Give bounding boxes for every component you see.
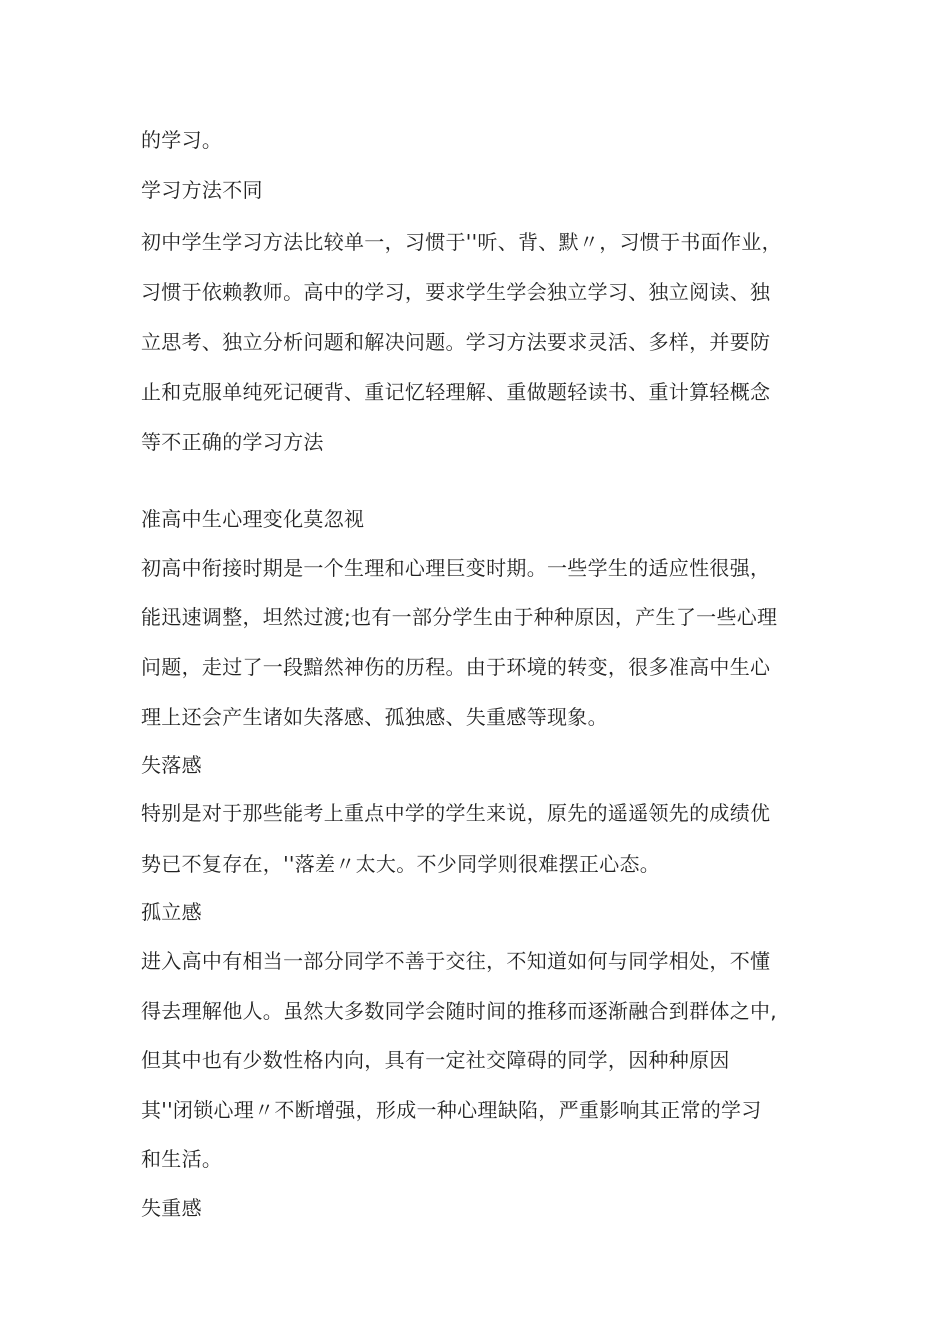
section-heading: 准高中生心理变化莫忽视	[141, 507, 365, 531]
text-line: 问题，走过了一段黯然神伤的历程。由于环境的转变，很多准高中生心	[141, 655, 771, 679]
section-heading: 失重感	[141, 1196, 202, 1220]
text-line: 的学习。	[141, 128, 223, 152]
text-line: 特别是对于那些能考上重点中学的学生来说，原先的遥遥领先的成绩优	[141, 801, 771, 825]
text-line: 初中学生学习方法比较单一，习惯于''听、背、默〃，习惯于书面作业，	[141, 230, 782, 254]
text-line: 进入高中有相当一部分同学不善于交往，不知道如何与同学相处，不懂	[141, 949, 771, 973]
section-heading: 学习方法不同	[141, 178, 263, 202]
text-line: 理上还会产生诸如失落感、孤独感、失重感等现象。	[141, 705, 608, 729]
text-line: 止和克服单纯死记硬背、重记忆轻理解、重做题轻读书、重计算轻概念	[141, 380, 771, 404]
text-line: 等不正确的学习方法	[141, 430, 324, 454]
section-heading: 孤立感	[141, 900, 202, 924]
text-line: 但其中也有少数性格内向，具有一定社交障碍的同学，因种种原因	[141, 1048, 730, 1072]
text-line: 和生活。	[141, 1147, 223, 1171]
section-heading: 失落感	[141, 753, 202, 777]
text-line: 能迅速调整，坦然过渡;也有一部分学生由于种种原因，产生了一些心理	[141, 605, 778, 629]
text-line: 初高中衔接时期是一个生理和心理巨变时期。一些学生的适应性很强，	[141, 556, 771, 580]
text-line: 习惯于依赖教师。高中的学习，要求学生学会独立学习、独立阅读、独	[141, 280, 771, 304]
text-line: 势已不复存在，''落差〃太大。不少同学则很难摆正心态。	[141, 852, 661, 876]
text-line: 得去理解他人。虽然大多数同学会随时间的推移而逐渐融合到群体之中,	[141, 999, 777, 1023]
text-line: 立思考、独立分析问题和解决问题。学习方法要求灵活、多样，并要防	[141, 330, 771, 354]
text-line: 其''闭锁心理〃不断增强，形成一种心理缺陷，严重影响其正常的学习	[141, 1098, 762, 1122]
